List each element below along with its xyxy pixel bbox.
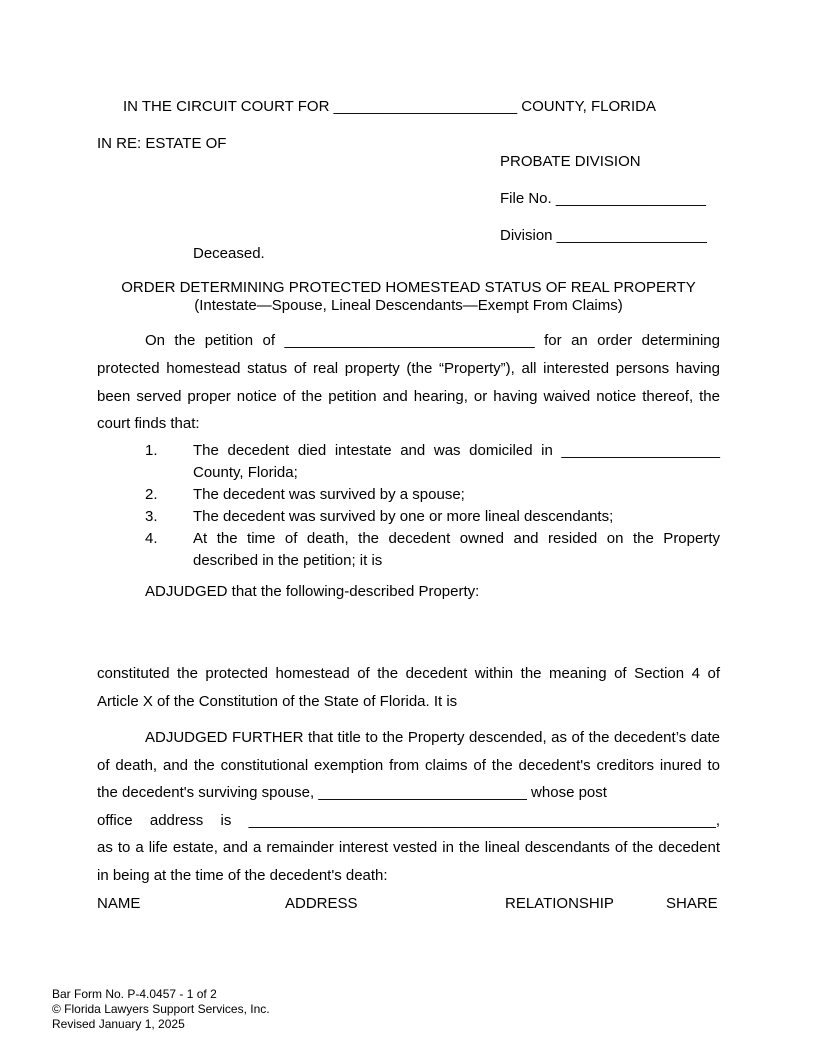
finding-number: 2.: [145, 486, 158, 503]
address-line: office address is ________________________________________________________,: [97, 812, 720, 829]
footer: [52, 987, 270, 1032]
remainder-paragraph: as to a life estate, and a remainder interest vested in the lineal descendants of the decedent in being at the time of the decedent's death:: [97, 839, 720, 884]
file-number-field: File No. __________________: [500, 190, 707, 207]
findings-list: [97, 440, 720, 572]
homestead-paragraph: constituted the protected homestead of the decedent within the meaning of Section 4 of Article X of the Constitution of the State of Florida. It is: [97, 665, 720, 710]
finding-text: The decedent was survived by a spouse;: [193, 486, 465, 503]
probate-division: PROBATE DIVISION: [500, 153, 641, 170]
division-field: Division __________________: [500, 227, 707, 244]
column-address: ADDRESS: [285, 895, 358, 912]
column-relationship: RELATIONSHIP: [505, 895, 614, 912]
form-number: Bar Form No. P-4.0457 - 1 of 2: [52, 987, 217, 1001]
petition-paragraph: protected homestead status of real property (the “Property”), all interested persons having been served proper notice of the petition and hearing, or having waived notice thereof, the court finds that:: [97, 360, 720, 432]
list-item: [97, 528, 720, 572]
finding-number: 1.: [145, 442, 158, 459]
finding-number: 3.: [145, 508, 158, 525]
petition-first-line: On the petition of ______________________________ for an order determining: [145, 332, 720, 349]
list-item: [97, 506, 720, 528]
column-name: NAME: [97, 895, 141, 912]
list-item: [97, 440, 720, 484]
adjudged-clause: ADJUDGED that the following-described Property:: [145, 583, 480, 600]
court-caption: IN THE CIRCUIT COURT FOR ______________________ COUNTY, FLORIDA: [123, 98, 657, 115]
copyright: © Florida Lawyers Support Services, Inc.: [52, 1002, 270, 1016]
deceased-label: Deceased.: [193, 245, 265, 262]
finding-text: The decedent was survived by one or more lineal descendants;: [193, 508, 614, 525]
order-subtitle: (Intestate—Spouse, Lineal Descendants—Exempt From Claims): [194, 297, 623, 314]
order-title: ORDER DETERMINING PROTECTED HOMESTEAD STATUS OF REAL PROPERTY: [121, 279, 696, 296]
finding-number: 4.: [145, 530, 158, 547]
list-item: [97, 484, 720, 506]
adjudged-further-paragraph: ADJUDGED FURTHER that title to the Property descended, as of the decedent’s date of death, and the constitutional exemption from claims of the decedent's creditors inured to the decedent's surviving spouse, _________________________ whose post: [97, 729, 720, 801]
finding-text: At the time of death, the decedent owned and resided on the Property described in the petition; it is: [193, 530, 720, 569]
in-re-estate: IN RE: ESTATE OF: [97, 135, 227, 152]
finding-text: The decedent died intestate and was domiciled in ___________________ County, Florida;: [193, 442, 720, 481]
column-share: SHARE: [666, 895, 718, 912]
revision-date: Revised January 1, 2025: [52, 1017, 185, 1031]
